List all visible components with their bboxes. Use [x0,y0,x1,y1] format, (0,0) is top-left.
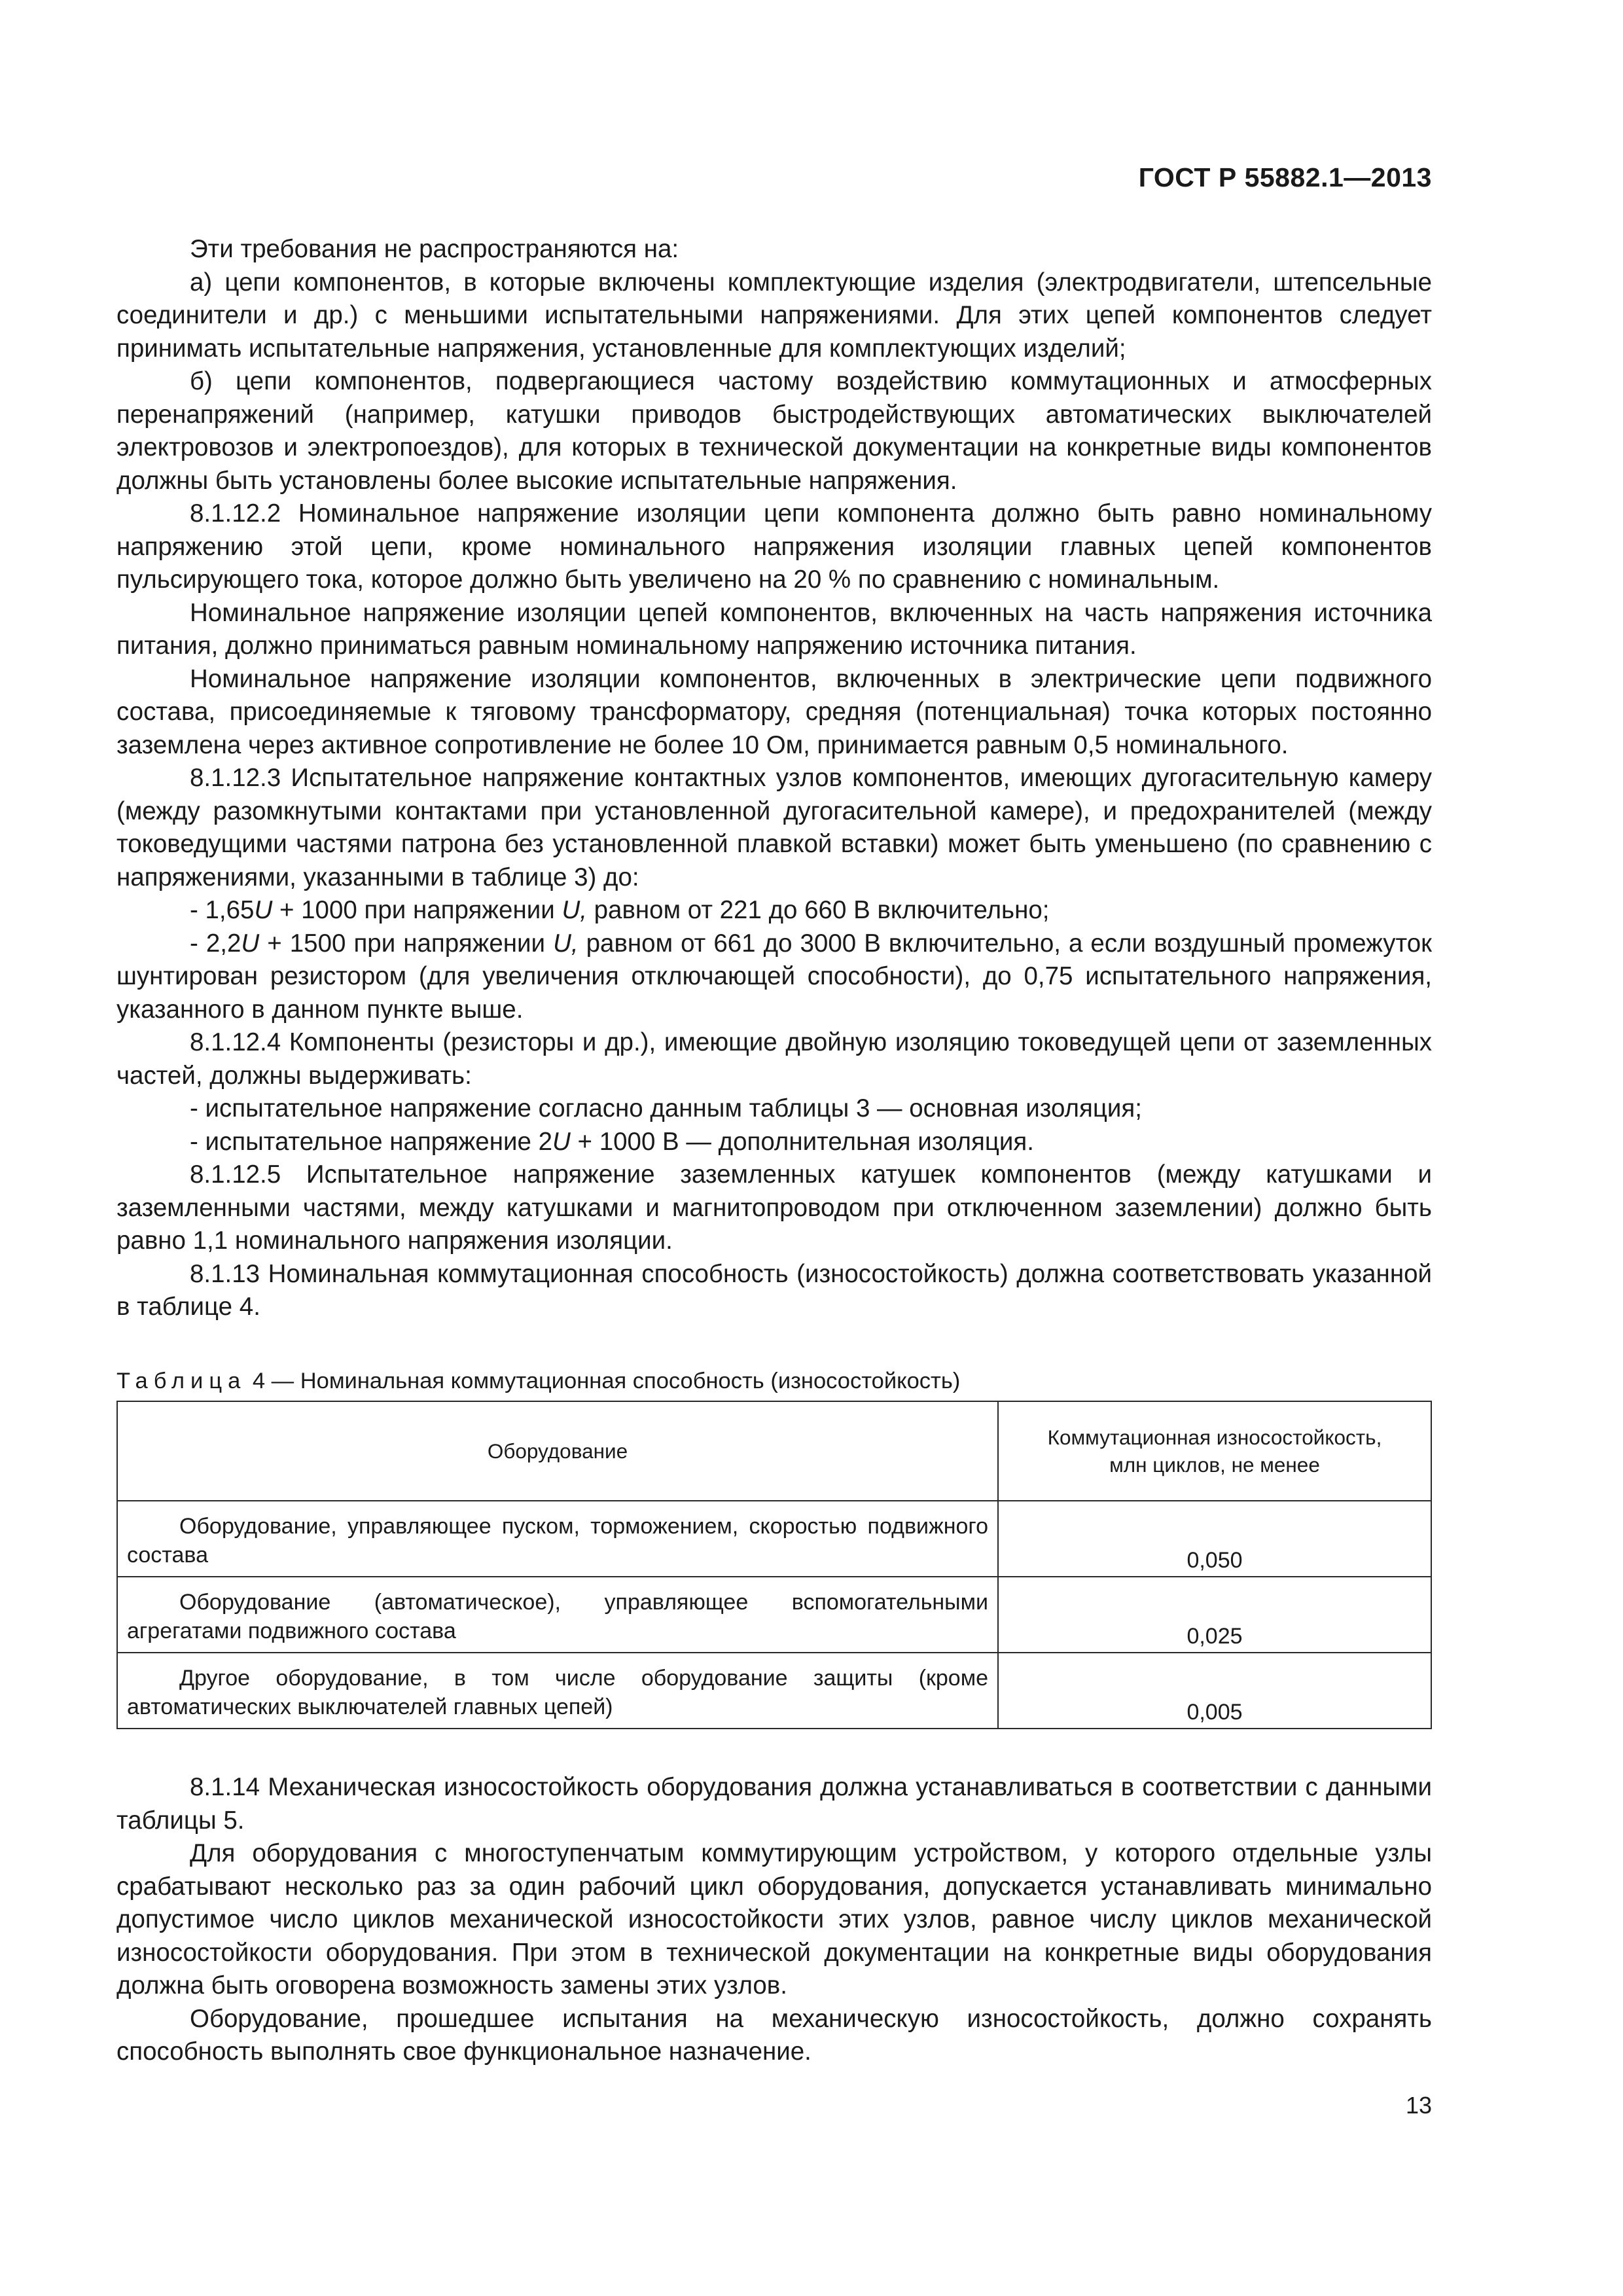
paragraph-text: Номинальное напряжение изоляции компонентов, включенных в электрические цепи подвижного состава, присоединяемые к тяговому трансформатору, средняя (потенциальная) точка которых постоянно заземлена через активное сопротивление не более 10 Ом, принимается равным 0,5 номинального. [116,664,1432,759]
paragraph [116,365,1432,497]
variable-u: U [241,929,260,958]
table-caption-text: 4 — Номинальная коммутационная способность (износостойкость) [246,1369,961,1393]
paragraph-text: б) цепи компонентов, подвергающиеся частому воздействию коммутационных и атмосферных перенапряжений (например, катушки приводов быстродействующих автоматических выключателей электровозов и электропоездов), для которых в технической документации на конкретные виды компонентов должны быть установлены более высокие испытательные напряжения. [116,367,1432,495]
paragraph-text: + 1000 В — дополнительная изоляция. [570,1127,1034,1156]
main-text [116,233,1432,1324]
paragraph: Для оборудования с многоступенчатым коммутирующим устройством, у которого отдельные узлы срабатывают несколько раз за один рабочий цикл оборудования, допускается устанавливать минимально допустимое число циклов механической износостойкости этих узлов, равное числу циклов механической износостойкости оборудования. При этом в технической документации на конкретные виды оборудования должна быть оговорена возможность замены этих узлов. [116,1839,1432,2000]
cell-value: 0,005 [998,1653,1431,1729]
variable-u: U [552,1127,571,1156]
table-row [117,1653,1431,1729]
table-header-row [117,1401,1431,1501]
paragraph [116,1258,1432,1324]
paragraph-text: 8.1.12.5 Испытательное напряжение заземленных катушек компонентов (между катушками и заземленными частями, между катушками и магнитопроводом при отключенном заземлении) должно быть равно 1,1 номинального напряжения изоляции. [116,1160,1432,1255]
paragraph: Оборудование, прошедшее испытания на механическую износостойкость, должно сохранять способность выполнять свое функциональное назначение. [116,2004,1432,2066]
paragraph [116,927,1432,1027]
cell-value: 0,050 [998,1501,1431,1577]
variable-u: U [254,896,273,924]
paragraph [116,1026,1432,1092]
header-equipment: Оборудование [117,1401,998,1501]
page-number: 13 [1405,2092,1432,2119]
variable-u: U, [562,896,587,924]
post-table-text [116,1771,1432,2069]
document-page [116,0,1432,2296]
paragraph-text: - испытательное напряжение 2 [190,1127,553,1156]
variable-u: U, [553,929,579,958]
paragraph [116,762,1432,894]
paragraph-text: равном от 221 до 660 В включительно; [586,896,1050,924]
paragraph [116,266,1432,366]
paragraph-text: равном от 661 до 3000 В включительно, а если воздушный промежуток шунтирован резистором (для увеличения отключающей способности), до 0,75 испытательного напряжения, указанного в данном пункте выше. [116,929,1433,1024]
header-wear-resistance-text: Коммутационная износостойкость, млн циклов, не менее [1047,1426,1382,1477]
cell-equipment: Оборудование (автоматическое), управляющее вспомогательными агрегатами подвижного состава [117,1577,998,1653]
table-row [117,1501,1431,1577]
table-caption [116,1367,960,1395]
cell-equipment: Другое оборудование, в том числе оборудование защиты (кроме автоматических выключателей главных цепей) [117,1653,998,1729]
paragraph: 8.1.14 Механическая износостойкость оборудования должна устанавливаться в соответствии с данными таблицы 5. [116,1773,1432,1835]
paragraph-text: - 2,2 [190,929,241,958]
paragraph-text: 8.1.13 Номинальная коммутационная способность (износостойкость) должна соответствовать указанной в таблице 4. [116,1259,1432,1321]
header-wear-resistance [998,1401,1431,1501]
paragraph-text: 8.1.12.2 Номинальное напряжение изоляции цепи компонента должно быть равно номинальному напряжению этой цепи, кроме номинального напряжения изоляции главных цепей компонентов пульсирующего тока, которое должно быть увеличено на 20 % по сравнению с номинальным. [116,499,1432,594]
document-header: ГОСТ Р 55882.1—2013 [1138,162,1432,192]
paragraph-text: - испытательное напряжение согласно данным таблицы 3 — основная изоляция; [190,1094,1142,1122]
paragraph-text: + 1000 при напряжении [272,896,562,924]
table-caption-label: Таблица [116,1369,247,1393]
paragraph [116,663,1432,762]
table-row [117,1577,1431,1653]
cell-equipment: Оборудование, управляющее пуском, торможением, скоростью подвижного состава [117,1501,998,1577]
paragraph-text: 8.1.12.4 Компоненты (резисторы и др.), имеющие двойную изоляцию токоведущей цепи от заземленных частей, должны выдерживать: [116,1028,1432,1090]
wear-resistance-table [116,1401,1432,1729]
paragraph [116,497,1432,597]
paragraph [116,1126,1432,1159]
paragraph-text: Номинальное напряжение изоляции цепей компонентов, включенных на часть напряжения источника питания, должно приниматься равным номинальному напряжению источника питания. [116,598,1432,660]
paragraph [116,233,1432,266]
paragraph [116,597,1432,663]
paragraph [116,894,1432,927]
paragraph-text: + 1500 при напряжении [259,929,554,958]
paragraph [116,1092,1432,1126]
paragraph-text: 8.1.12.3 Испытательное напряжение контактных узлов компонентов, имеющих дугогасительную камеру (между разомкнутыми контактами при установленной дугогасительной камере), и предохранителей (между токоведущими частями патрона без установленной плавкой вставки) может быть уменьшено (по сравнению с напряжениями, указанными в таблице 3) до: [116,764,1432,891]
paragraph [116,1158,1432,1258]
cell-value: 0,025 [998,1577,1431,1653]
table-4 [116,1401,1432,1729]
paragraph-text: Эти требования не распространяются на: [190,235,679,263]
paragraph-text: а) цепи компонентов, в которые включены комплектующие изделия (электродвигатели, штепсельные соединители и др.) с меньшими испытательными напряжениями. Для этих цепей компонентов следует принимать испытательные напряжения, установленные для комплектующих изделий; [116,268,1432,363]
paragraph-text: - 1,65 [190,896,255,924]
